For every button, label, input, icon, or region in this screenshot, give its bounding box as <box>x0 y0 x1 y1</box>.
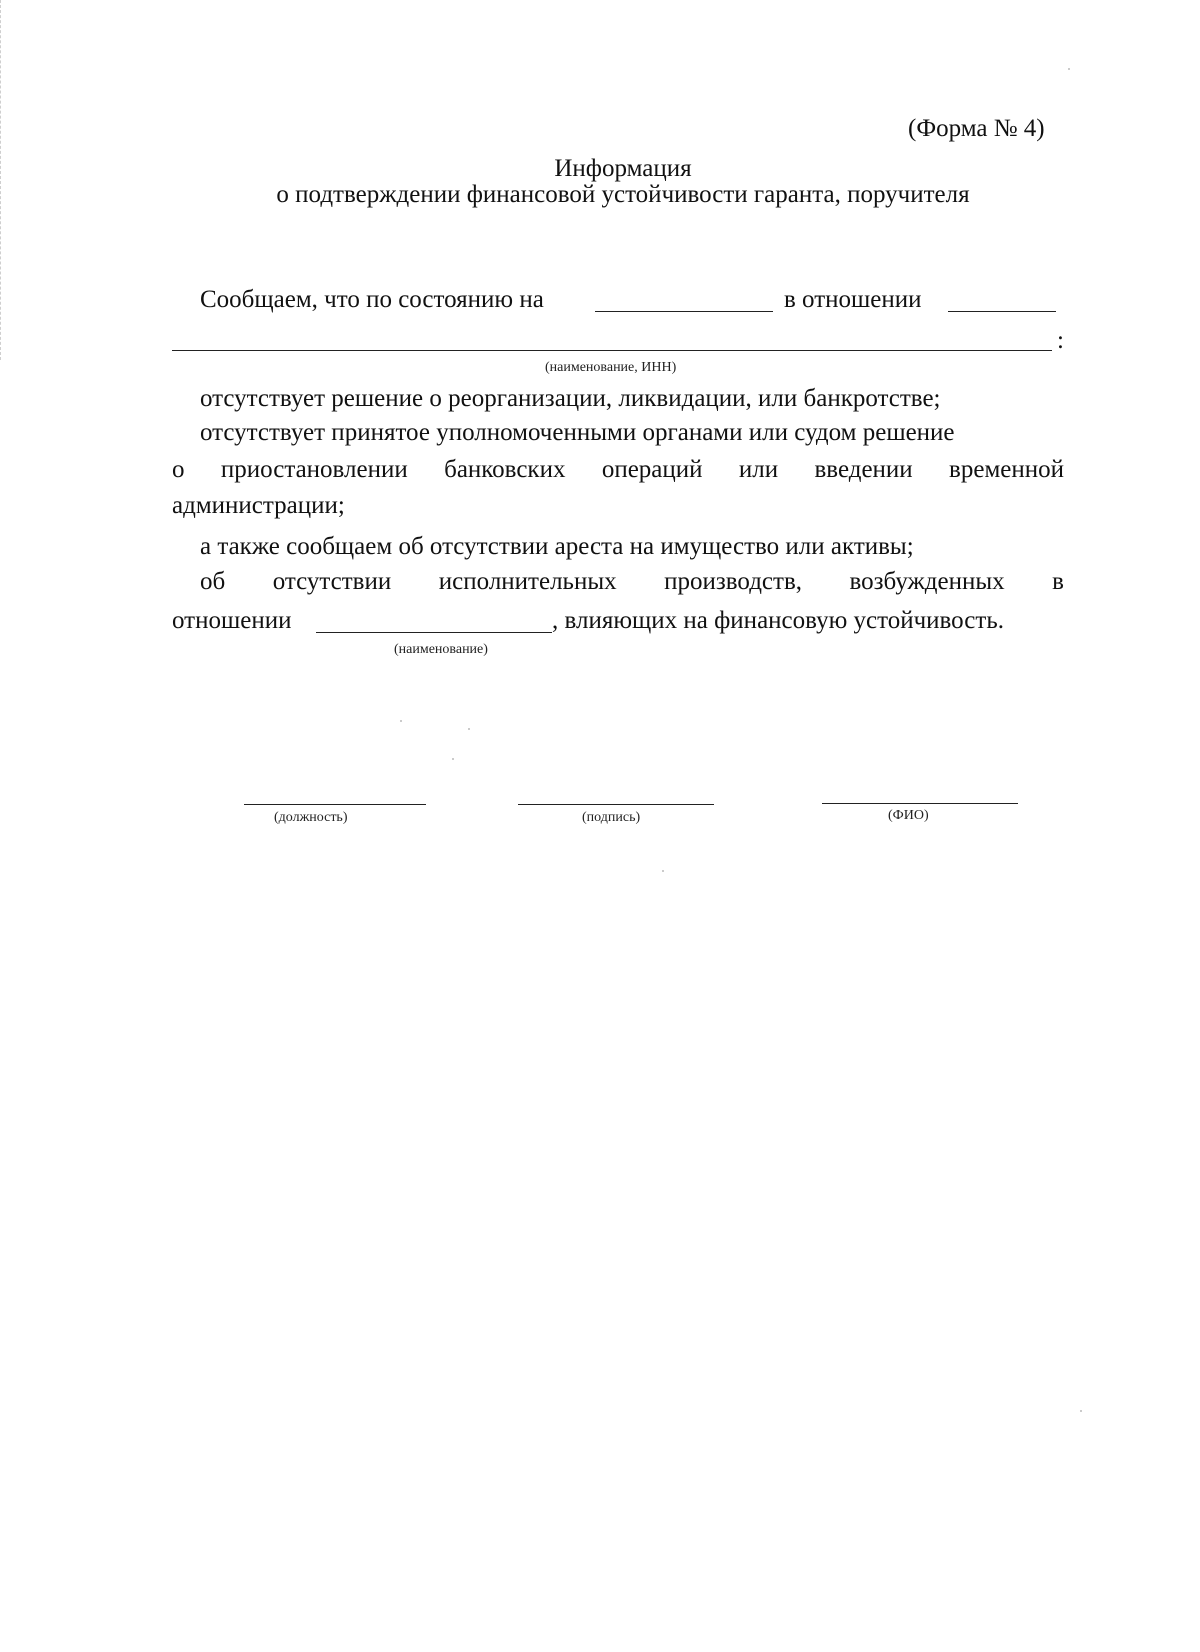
date-blank <box>595 311 773 312</box>
item-enforcement-line-1: об отсутствии исполнительных производств, возбужденных в <box>200 568 1064 595</box>
title-line-2: о подтверждении финансовой устойчивости гаранта, поручителя <box>276 181 970 208</box>
position-caption: (должность) <box>274 810 348 825</box>
item-enforcement-prefix: отношении <box>172 607 292 634</box>
scan-speck <box>452 758 454 760</box>
item-arrest: а также сообщаем об отсутствии ареста на имущество или активы; <box>200 533 914 560</box>
name-caption: (ФИО) <box>888 808 929 823</box>
form-number: (Форма № 4) <box>908 115 1045 142</box>
scan-speck <box>400 720 402 722</box>
scan-speck <box>1080 1410 1082 1412</box>
item-enforcement-suffix: , влияющих на финансовую устойчивость. <box>552 607 1004 634</box>
item-reorganization: отсутствует решение о реорганизации, ликвидации, или банкротстве; <box>200 385 941 412</box>
entity-blank-2 <box>172 350 1052 351</box>
caption-name-inn: (наименование, ИНН) <box>545 360 677 375</box>
item-suspension-line-1: отсутствует принятое уполномоченными органами или судом решение <box>200 419 955 446</box>
intro-prefix: Сообщаем, что по состоянию на <box>200 286 544 313</box>
item-suspension-line-3: администрации; <box>172 492 345 519</box>
name-blank <box>822 803 1018 804</box>
scan-speck <box>1068 68 1070 70</box>
colon: : <box>1057 327 1064 354</box>
item-suspension-line-2: о приостановлении банковских операций или введении временной <box>172 456 1064 483</box>
entity-blank-3 <box>316 632 552 633</box>
position-blank <box>244 804 426 805</box>
scan-speck <box>468 728 470 730</box>
signature-caption: (подпись) <box>582 810 641 825</box>
caption-name: (наименование) <box>394 642 488 657</box>
entity-blank-1 <box>948 311 1056 312</box>
scan-speck <box>662 870 664 872</box>
intro-middle: в отношении <box>784 286 922 313</box>
title-line-1: Информация <box>554 155 692 182</box>
signature-blank <box>518 804 714 805</box>
